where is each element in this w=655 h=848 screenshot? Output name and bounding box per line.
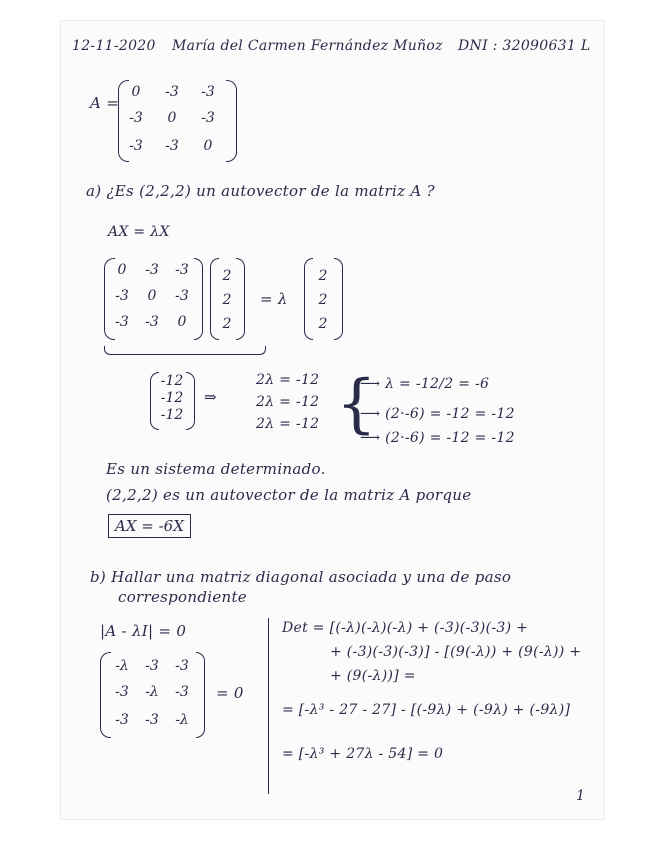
char-matrix-cell: -3 [175,684,189,700]
vector-cell: 2 [318,316,328,332]
result-cell: -12 [160,373,184,389]
det-line: = [-λ³ - 27 - 27] - [(-9λ) + (-9λ) + (-9λ)] [282,702,571,718]
det-line: + (-3)(-3)(-3)] - [(9(-λ)) + (9(-λ)) + [330,644,582,660]
equals-lambda: = λ [260,290,288,308]
equals-zero: = 0 [216,684,244,702]
char-matrix-cell: -λ [115,658,129,674]
boxed-result: AX = -6X [108,514,191,538]
vector-cell: 2 [318,268,328,284]
solution-line: ⟶ (2·-6) = -12 = -12 [360,406,515,422]
det-line: = [-λ³ + 27λ - 54] = 0 [282,746,444,762]
implies-arrow: ⇒ [204,388,217,406]
system-line: 2λ = -12 [256,416,320,432]
matrix-a-cell: -3 [129,138,143,154]
part-a-question: a) ¿Es (2,2,2) un autovector de la matriz A ? [86,182,435,200]
header-dni: DNI : 32090631 L [458,38,591,54]
char-matrix-cell: -λ [145,684,159,700]
result-right-bracket [186,372,195,430]
matrix-a-cell: -3 [165,138,179,154]
page-number: 1 [576,788,586,804]
matrix-cell: 0 [147,288,157,304]
result-cell: -12 [160,390,184,406]
matrix-cell: -3 [175,262,189,278]
conclusion-text: (2,2,2) es un autovector de la matriz A porque [106,486,472,504]
part-b-question: b) Hallar una matriz diagonal asociada y una de paso [90,568,512,586]
solution-line: ⟶ λ = -12/2 = -6 [360,376,490,392]
matrix-cell: 0 [177,314,187,330]
matrix-a-cell: 0 [131,84,141,100]
matrix-cell: 0 [117,262,127,278]
char-matrix-cell: -3 [115,684,129,700]
char-matrix-cell: -3 [145,712,159,728]
vector-cell: 2 [318,292,328,308]
matrix-cell: -3 [115,288,129,304]
underbrace [104,346,266,355]
result-cell: -12 [160,407,184,423]
conclusion-text: Es un sistema determinado. [106,460,326,478]
matrix-cell: -3 [145,262,159,278]
solution-line: ⟶ (2·-6) = -12 = -12 [360,430,515,446]
det-line: + (9(-λ))] = [330,668,416,684]
vector-cell: 2 [222,292,232,308]
matrix-cell: -3 [145,314,159,330]
eigen-equation: AX = λX [108,224,170,240]
notebook-page [60,20,605,820]
vector-cell: 2 [222,316,232,332]
matrix-a-label: A = [90,94,120,112]
char-matrix-right-bracket [196,652,205,738]
curly-brace: { [336,367,377,441]
char-matrix-cell: -λ [175,712,189,728]
matrix-a-cell: 0 [203,138,213,154]
matrix-cell: -3 [115,314,129,330]
det-line: Det = [(-λ)(-λ)(-λ) + (-3)(-3)(-3) + [282,620,529,636]
matrix-a-cell: -3 [201,110,215,126]
header-name: María del Carmen Fernández Muñoz [172,38,443,54]
matrix-a-right-bracket [226,80,237,162]
matrix-cell: -3 [175,288,189,304]
header-date: 12-11-2020 [72,38,156,54]
characteristic-equation: |A - λI| = 0 [100,622,187,640]
divider-line [268,618,269,794]
char-matrix-cell: -3 [175,658,189,674]
matrix-a-cell: -3 [201,84,215,100]
system-line: 2λ = -12 [256,372,320,388]
matrix-a-cell: -3 [165,84,179,100]
part-b-question-cont: correspondiente [118,588,247,606]
char-matrix-cell: -3 [115,712,129,728]
char-matrix-cell: -3 [145,658,159,674]
vector-cell: 2 [222,268,232,284]
system-line: 2λ = -12 [256,394,320,410]
matrix-a-cell: -3 [129,110,143,126]
matrix-a-cell: 0 [167,110,177,126]
